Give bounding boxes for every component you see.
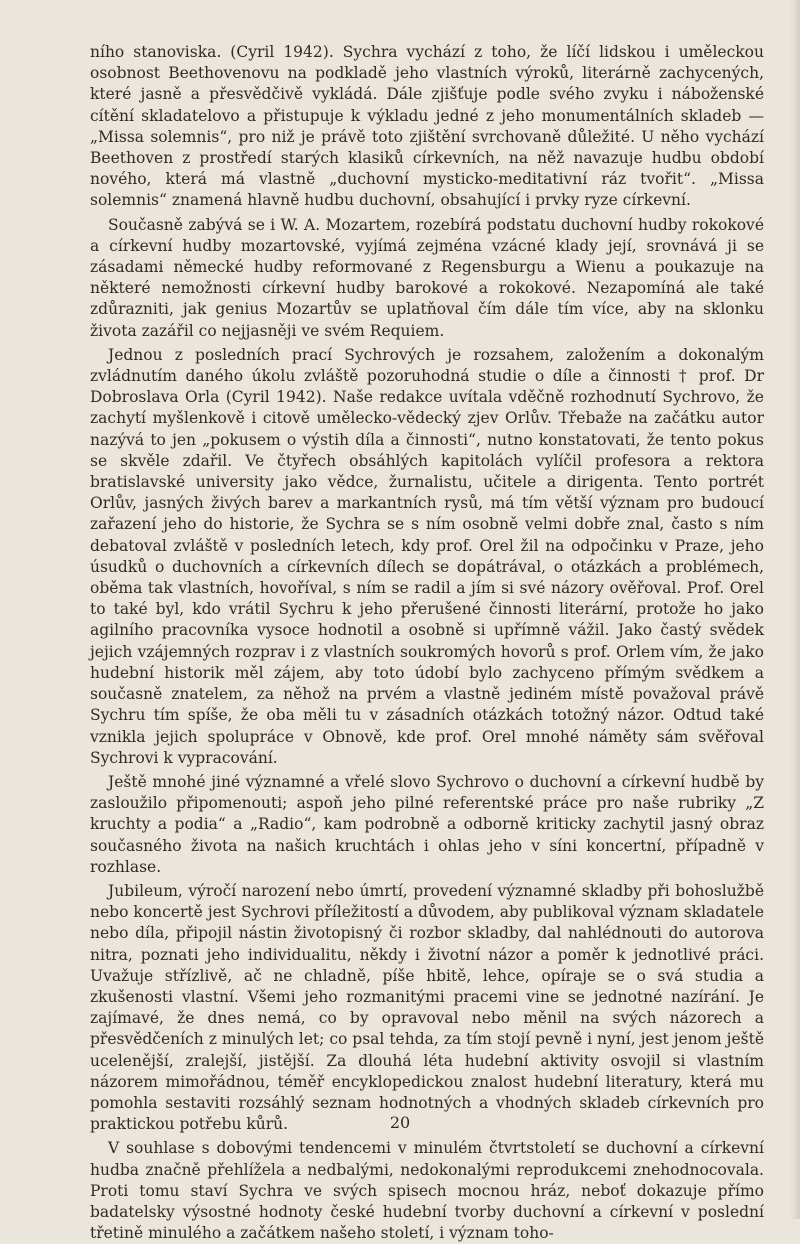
paragraph-mozart: Současně zabývá se i W. A. Mozartem, rozebírá podstatu duchovní hudby rokokové a církevní hudby mozartovské, vyjímá zejména vzácné klady její, srovnává ji se zásadami německé hudby reformované z Regensburgu a Wienu a poukazuje na některé nemožnosti církevní hudby barokové a rokokové. Nezapomíná ale také zdůrazniti, jak genius Mozartův se uplatňoval čím dále tím více, aby na sklonku života zazářil co nejjasněji ve svém Requiem. <box>90 215 764 340</box>
page-edge-shadow <box>790 0 800 1219</box>
paragraph-orel-study: Jednou z posledních prací Sychrových je rozsahem, založením a dokonalým zvládnutím daného úkolu zvláště pozoruhodná studie o díle a činnosti † prof. Dr Dobroslava Orla (Cyril 1942). Naše redakce uvítala vděčně rozhodnutí Sychrovo, že zachytí myšlenkově i citově umělecko-vědecký zjev Orlův. Třebaže na začátku autor nazývá to jen „pokusem o výstih díla a činnosti“, nutno konstatovati, že tento pokus se skvěle zdařil. Ve čtyřech obsáhlých kapitolách vylíčil profesora a rektora bratislavské university jako vědce, žurnalistu, učitele a dirigenta. Tento portrét Orlův, jasných živých barev a markantních rysů, má tím větší význam pro budoucí zařazení jeho do historie, že Sychra se s ním osobně velmi dobře znal, často s ním debatoval zvláště v posledních letech, kdy prof. Orel žil na odpočinku v Praze, jeho úsudků o duchovních a církevních dílech se dopátrával, o otázkách a problémech, oběma tak vlastních, hovoříval, s ním se radil a jím si své názory ověřoval. Prof. Orel to také byl, kdo vrátil Sychru k jeho přerušené činnosti literární, protože ho jako agilního pracovníka vysoce hodnotil a osobně si upřímně vážil. Jako častý svědek jejich vzájemných rozprav i z vlastních soukromých hovorů s prof. Orlem vím, že jako hudební historik měl zájem, aby toto údobí bylo zachyceno přímým svědkem a současně znatelem, za něhož na prvém a vlastně jediném místě považoval právě Sychru tím spíše, že oba měli tu v zásadních otázkách totožný názor. Odtud také vznikla jejich spolupráce v Obnově, kde prof. Orel mnohé náměty sám svěřoval Sychrovi k vypracování. <box>90 345 764 767</box>
paragraph-rubrics: Ještě mnohé jiné významné a vřelé slovo Sychrovo o duchovní a církevní hudbě by zasloužilo připomenouti; aspoň jeho pilné referentské práce pro naše rubriky „Z kruchty a podia“ a „Radio“, kam podrobně a odborně kriticky zachytil jasný obraz současného života na našich kruchtách i ohlas jeho v síni koncertní, případně v rozhlase. <box>90 772 764 876</box>
body-text <box>90 42 764 1244</box>
paragraph-beethoven: ního stanoviska. (Cyril 1942). Sychra vychází z toho, že líčí lidskou i uměleckou osobnost Beethovenovu na podkladě jeho vlastních výroků, literárně zachycených, které jasně a přesvědčivě vykládá. Dále zjišťuje podle svého zvyku i náboženské cítění skladatelovo a přistupuje k výkladu jedné z jeho monumentálních skladeb — „Missa solemnis“, pro niž je právě toto zjištění svrchovaně důležité. U něho vychází Beethoven z prostředí starých klasiků církevních, na něž navazuje hudbu období nového, která má vlastně „duchovní mysticko-meditativní ráz tvořit“. „Missa solemnis“ znamená hlavně hudbu duchovní, obsahující i prvky ryze církevní. <box>90 43 764 210</box>
paragraph-jubileum: Jubileum, výročí narození nebo úmrtí, provedení významné skladby při bohoslužbě nebo koncertě jest Sychrovi příležitostí a důvodem, aby publikoval význam skladatele nebo díla, připojil nástin životopisný či rozbor skladby, dal nahlédnouti do autorova nitra, poznati jeho individualitu, někdy i životní názor a poměr k jednotlivé práci. Uvažuje střízlivě, ač ne chladně, píše hbitě, lehce, opíraje se o svá studia a zkušenosti vlastní. Všemi jeho rozmanitými pracemi vine se jednotné nazírání. Je zajímavé, že dnes nemá, co by opravoval nebo měnil na svých názorech a přesvědčeních z minulých let; co psal tehda, za tím stojí pevně i nyní, jest jenom ještě ucelenější, zralejší, jistější. Za dlouhá léta hudební aktivity osvojil si vlastním názorem mimořádnou, téměř encyklopedickou znalost hudební literatury, která mu pomohla sestaviti rozsáhlý seznam hodnotných a vhodných skladeb církevních pro praktickou potřebu kůrů. <box>90 881 764 1134</box>
paragraph-tendencies: V souhlase s dobovými tendencemi v minulém čtvrtstoletí se duchovní a církevní hudba značně přehlížela a nedbalými, nedokonalými reprodukcemi znehodnocovala. Proti tomu staví Sychra ve svých spisech mocnou hráz, neboť dokazuje přímo badatelsky výsostné hodnoty české hudební tvorby duchovní a církevní v poslední třetině minulého a začátkem našeho století, i význam toho- <box>90 1139 764 1243</box>
page-number: 20 <box>389 1113 411 1132</box>
